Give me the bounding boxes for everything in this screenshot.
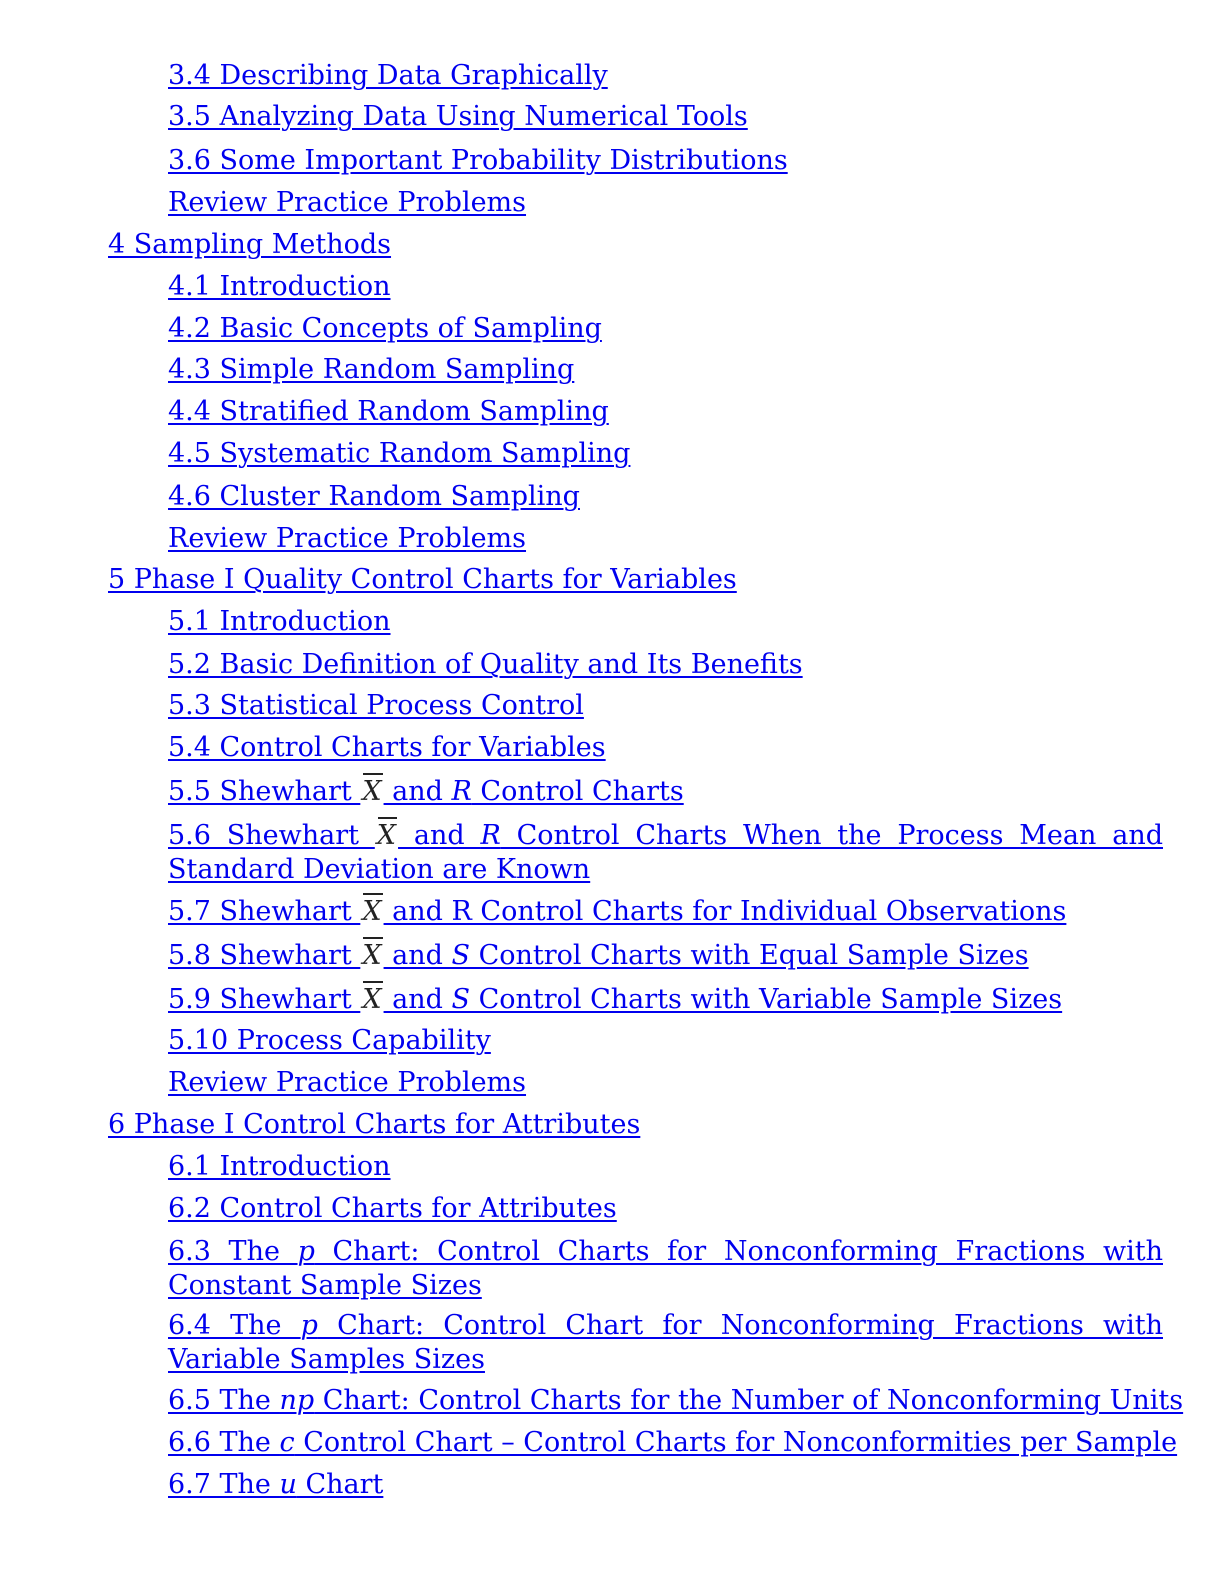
section-link[interactable] [168, 1235, 1163, 1303]
toc-section-entry [168, 893, 1066, 929]
link-text: and [383, 940, 452, 971]
italic-symbol: S [451, 984, 470, 1015]
toc-section-entry [168, 1066, 526, 1100]
toc-section-entry [168, 773, 684, 809]
link-text: 5.8 Shewhart [168, 940, 361, 971]
section-link[interactable]: 4.2 Basic Concepts of Sampling [168, 313, 602, 344]
link-text: Control Charts with Variable Sample Sizes [470, 984, 1063, 1015]
toc-section-entry [168, 522, 526, 556]
italic-symbol: R [480, 820, 501, 851]
link-text: Control Charts When the Process Mean and Standard Deviation are Known [168, 820, 1163, 885]
toc-section-entry [168, 353, 574, 387]
chapter-link[interactable]: 6 Phase I Control Charts for Attributes [108, 1109, 641, 1140]
section-link[interactable] [168, 817, 1163, 887]
link-text: and R Control Charts for Individual Observations [383, 896, 1067, 927]
toc-section-entry [168, 1235, 1163, 1303]
toc-chapter-entry [108, 563, 737, 597]
section-link[interactable]: 4.4 Stratified Random Sampling [168, 396, 609, 427]
x-bar-symbol: X [362, 773, 381, 809]
link-text: Chart: Control Chart for Nonconforming Fractions with Variable Samples Sizes [168, 1310, 1163, 1375]
section-link[interactable]: 6.1 Introduction [168, 1151, 391, 1182]
link-text: and [383, 984, 452, 1015]
section-link[interactable]: 3.5 Analyzing Data Using Numerical Tools [168, 101, 748, 132]
section-link[interactable]: 4.6 Cluster Random Sampling [168, 481, 580, 512]
section-link[interactable] [168, 940, 1029, 971]
toc-section-entry [168, 437, 630, 471]
link-text: Chart [296, 1469, 384, 1500]
link-text: 6.4 The [168, 1310, 301, 1341]
section-link[interactable]: 5.4 Control Charts for Variables [168, 732, 606, 763]
section-link[interactable]: 6.2 Control Charts for Attributes [168, 1193, 617, 1224]
chapter-link[interactable]: 4 Sampling Methods [108, 229, 392, 260]
section-link[interactable]: 5.10 Process Capability [168, 1025, 491, 1056]
link-text: Control Charts [471, 776, 684, 807]
x-bar-symbol: X [362, 893, 381, 929]
toc-section-entry [168, 1150, 391, 1184]
toc-section-entry [168, 1384, 1183, 1418]
toc-section-entry [168, 100, 748, 134]
toc-section-entry [168, 270, 391, 304]
italic-symbol: p [297, 1236, 315, 1267]
italic-symbol: c [279, 1427, 295, 1458]
toc-section-entry [168, 817, 1163, 887]
link-text: Control Chart – Control Charts for Nonconformities per Sample [294, 1427, 1178, 1458]
chapter-link[interactable]: 5 Phase I Quality Control Charts for Variables [108, 564, 737, 595]
toc-section-entry [168, 981, 1062, 1017]
link-text: 6.5 The [168, 1385, 280, 1416]
section-link[interactable]: 4.1 Introduction [168, 271, 391, 302]
x-bar-symbol: X [362, 981, 381, 1017]
section-link[interactable]: 4.5 Systematic Random Sampling [168, 438, 631, 469]
section-link[interactable]: Review Practice Problems [168, 523, 527, 554]
toc-section-entry [168, 312, 602, 346]
link-text: Chart: Control Charts for the Number of Nonconforming Units [314, 1385, 1184, 1416]
toc-section-entry [168, 731, 606, 765]
link-text: and [383, 776, 452, 807]
toc-section-entry [168, 395, 609, 429]
section-link[interactable] [168, 896, 1066, 927]
link-text: 5.7 Shewhart [168, 896, 361, 927]
toc-section-entry [168, 605, 391, 639]
toc-section-entry [168, 1468, 383, 1502]
section-link[interactable] [168, 776, 684, 807]
toc-section-entry [168, 59, 608, 93]
toc-section-entry [168, 648, 803, 682]
section-link[interactable]: Review Practice Problems [168, 187, 527, 218]
toc-section-entry [168, 144, 788, 178]
toc-section-entry [168, 1192, 617, 1226]
link-text: 5.6 Shewhart [168, 820, 375, 851]
toc-section-entry [168, 1309, 1163, 1377]
x-bar-symbol: X [362, 937, 381, 973]
section-link[interactable] [168, 1385, 1183, 1416]
link-text: 5.5 Shewhart [168, 776, 361, 807]
section-link[interactable]: 3.4 Describing Data Graphically [168, 60, 608, 91]
italic-symbol: np [279, 1385, 315, 1416]
section-link[interactable] [168, 1427, 1177, 1458]
toc-section-entry [168, 937, 1029, 973]
link-text: 5.9 Shewhart [168, 984, 361, 1015]
link-text: and [398, 820, 481, 851]
italic-symbol: S [451, 940, 470, 971]
toc-section-entry [168, 1024, 491, 1058]
italic-symbol: p [300, 1310, 318, 1341]
italic-symbol: u [279, 1469, 297, 1500]
toc-section-entry [168, 186, 526, 220]
section-link[interactable]: 5.3 Statistical Process Control [168, 690, 584, 721]
toc-chapter-entry [108, 228, 391, 262]
toc-section-entry [168, 480, 580, 514]
section-link[interactable] [168, 984, 1062, 1015]
section-link[interactable]: 5.2 Basic Definition of Quality and Its Benefits [168, 649, 803, 680]
toc-section-entry [168, 689, 584, 723]
link-text: Control Charts with Equal Sample Sizes [470, 940, 1029, 971]
toc-section-entry [168, 1426, 1177, 1460]
link-text: 6.7 The [168, 1469, 280, 1500]
link-text: 6.3 The [168, 1236, 298, 1267]
link-text: 6.6 The [168, 1427, 280, 1458]
x-bar-symbol: X [377, 817, 396, 853]
section-link[interactable] [168, 1309, 1163, 1377]
italic-symbol: R [451, 776, 472, 807]
section-link[interactable]: 3.6 Some Important Probability Distributions [168, 145, 788, 176]
link-text: Chart: Control Charts for Nonconforming Fractions with Constant Sample Sizes [168, 1236, 1163, 1301]
section-link[interactable]: 5.1 Introduction [168, 606, 391, 637]
section-link[interactable]: Review Practice Problems [168, 1067, 527, 1098]
section-link[interactable] [168, 1469, 383, 1500]
toc-chapter-entry [108, 1108, 640, 1142]
section-link[interactable]: 4.3 Simple Random Sampling [168, 354, 575, 385]
